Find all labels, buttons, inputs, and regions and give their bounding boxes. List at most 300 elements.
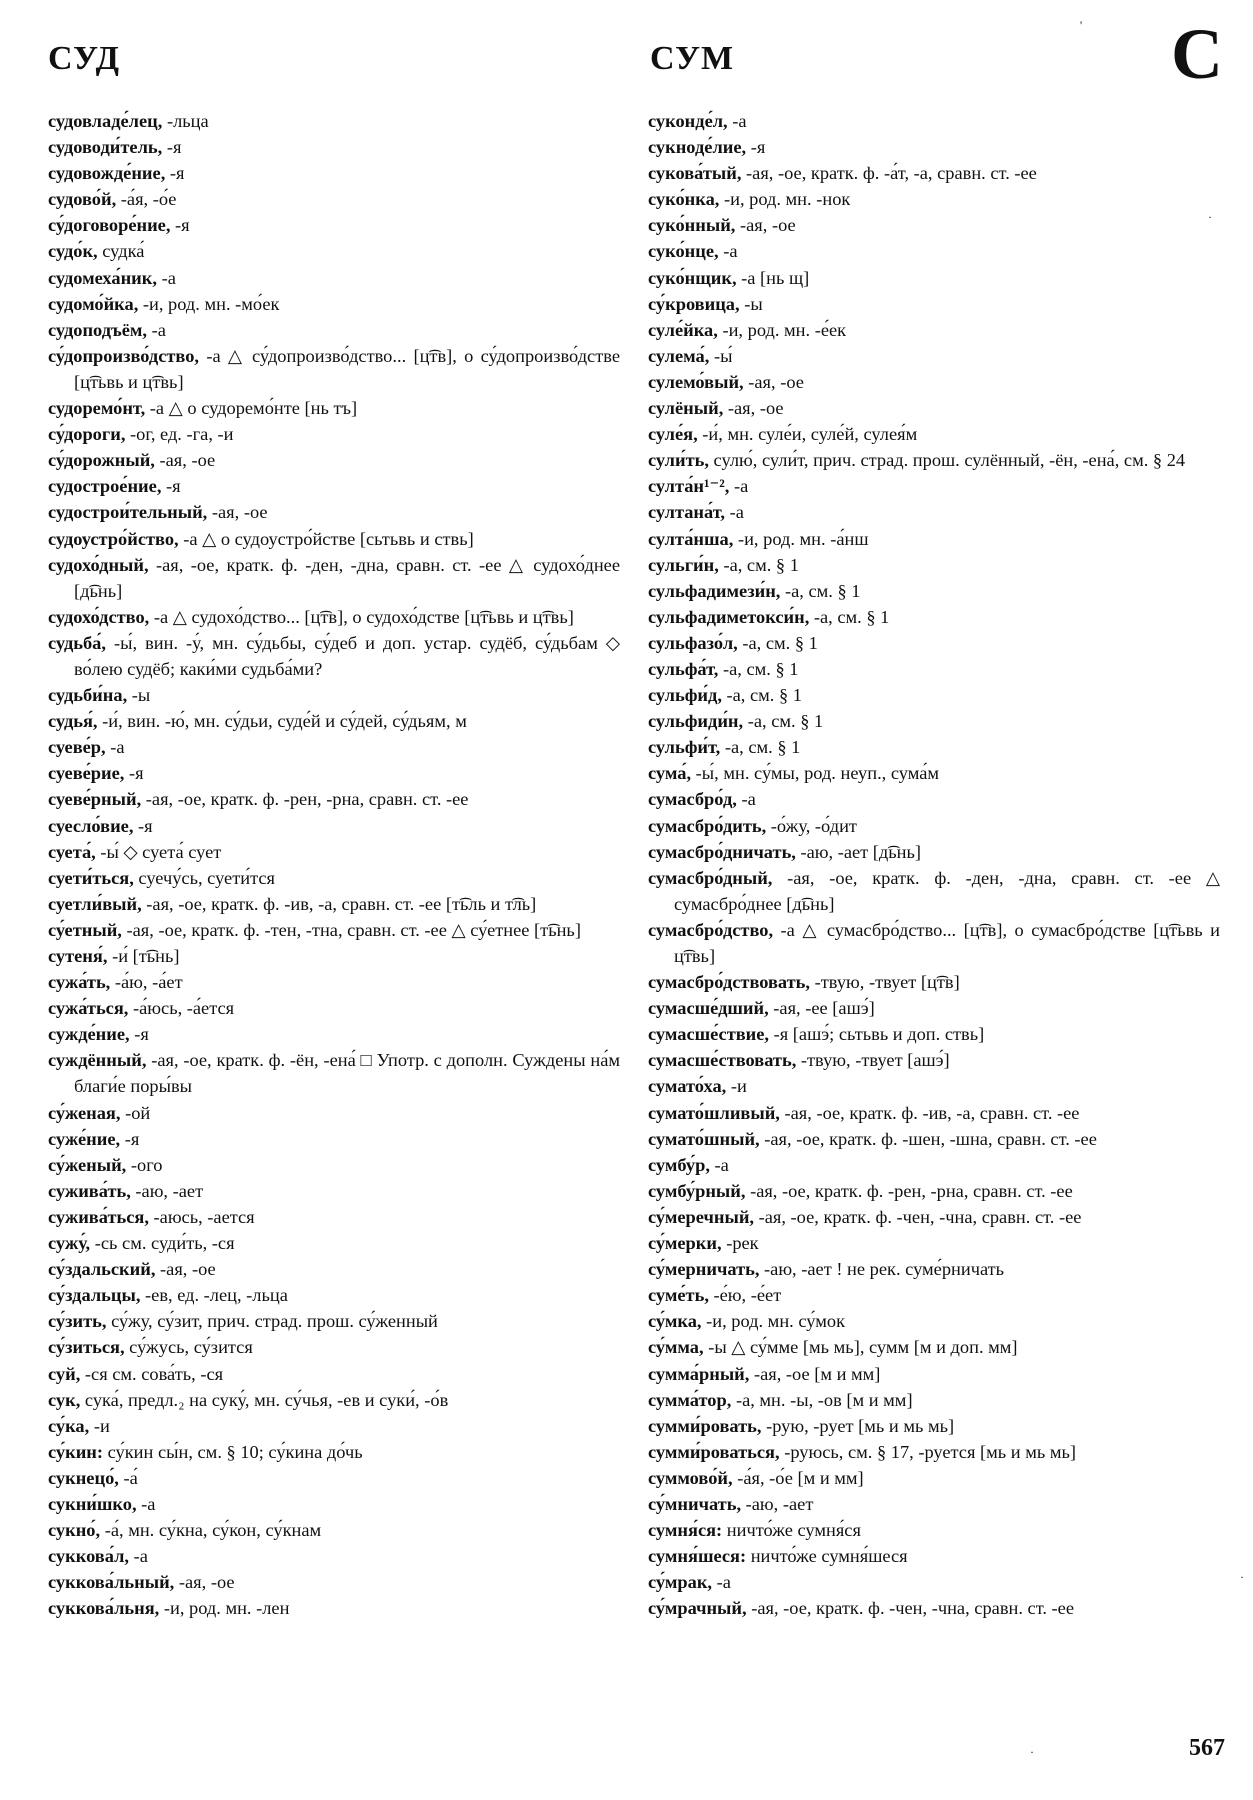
entry-headword: сульфазо́л, [648, 632, 738, 653]
entry-headword: су́здальский, [48, 1259, 156, 1280]
entry-headword: сумасбро́дство, [648, 919, 774, 940]
dictionary-entry [648, 1308, 1220, 1334]
dictionary-entry [648, 1152, 1220, 1178]
entry-body: -а [105, 737, 125, 758]
entry-body: -а [129, 1546, 148, 1567]
dictionary-entry [648, 1126, 1220, 1152]
entry-headword: су́договоре́ние, [48, 215, 171, 236]
entry-headword: судострои́тельный, [48, 502, 208, 523]
dictionary-entry [648, 630, 1220, 656]
dictionary-entry [648, 1230, 1220, 1256]
dictionary-entry [48, 708, 620, 734]
entry-headword: султана́т, [648, 502, 725, 523]
entry-body: су́кин сы́н, см. § 10; су́кина до́чь [103, 1441, 363, 1462]
entry-body: -ой [120, 1102, 151, 1123]
entry-body: -я [161, 476, 181, 497]
entry-body: -а́, мн. су́кна, су́кон, су́кнам [100, 1520, 322, 1541]
entry-body: -а [727, 111, 747, 131]
dictionary-entry [48, 1126, 620, 1152]
entry-body: -ая, -ое [155, 1259, 216, 1280]
right-column [648, 108, 1220, 1621]
entry-headword: су́мерничать, [648, 1259, 760, 1280]
dictionary-entry [648, 473, 1220, 499]
dictionary-entry [648, 212, 1220, 238]
entry-headword: суждённый, [48, 1050, 147, 1071]
dictionary-entry [648, 1100, 1220, 1126]
entry-headword: сумато́шливый, [648, 1102, 780, 1123]
print-speck: · [1240, 1570, 1244, 1584]
dictionary-entry [648, 865, 1220, 917]
entry-body: -аю, -ает [741, 1493, 814, 1514]
dictionary-entry [648, 1387, 1220, 1413]
dictionary-entry [648, 238, 1220, 264]
entry-headword: судоводи́тель, [48, 137, 163, 158]
entry-body: -а, см. § 1 [718, 554, 799, 575]
dictionary-entry [48, 760, 620, 786]
entry-body: -а [729, 476, 749, 497]
dictionary-entry [48, 1517, 620, 1543]
entry-headword: судоподъём, [48, 319, 148, 340]
entry-headword: суммово́й, [648, 1467, 733, 1488]
dictionary-entry [648, 1517, 1220, 1543]
dictionary-entry [48, 1021, 620, 1047]
entry-body: -а [нь щ] [736, 267, 810, 288]
entry-body: -е́ю, -е́ет [708, 1285, 782, 1306]
entry-body: су́жусь, су́зится [124, 1337, 253, 1358]
dictionary-entry [48, 343, 620, 395]
dictionary-entry [648, 1413, 1220, 1439]
entry-body: -и́, мн. суле́и, суле́й, сулея́м [697, 424, 918, 445]
dictionary-entry [48, 1230, 620, 1256]
dictionary-entry [648, 265, 1220, 291]
entry-headword: сумбу́рный, [648, 1180, 746, 1201]
entry-headword: суме́ть, [648, 1285, 709, 1306]
dictionary-entry [48, 186, 620, 212]
dictionary-entry [648, 1439, 1220, 1465]
entry-body: -твую, -твует [ашэ́] [796, 1050, 950, 1071]
entry-headword: сумасше́ствие, [648, 1024, 770, 1045]
entry-headword: сумасбро́дный, [648, 867, 773, 888]
entry-headword: сульфадимези́н, [648, 580, 781, 601]
entry-headword: суесло́вие, [48, 815, 134, 836]
dictionary-entry [648, 1543, 1220, 1569]
entry-headword: судострое́ние, [48, 476, 162, 497]
entry-headword: су́кровица, [648, 293, 740, 314]
dictionary-entry [48, 265, 620, 291]
dictionary-entry [48, 1491, 620, 1517]
entry-body: -а, см. § 1 [809, 606, 890, 627]
dictionary-entry [648, 760, 1220, 786]
entry-body: -и́, вин. -ю́, мн. су́дьи, суде́й и су́дей, су́дьям, м [97, 711, 467, 732]
entry-body: -а́юсь, -а́ется [128, 998, 235, 1019]
entry-headword: сумасбро́дничать, [648, 841, 796, 862]
entry-headword: суле́я, [648, 424, 698, 445]
entry-headword: судомо́йка, [48, 293, 139, 314]
dictionary-entry [648, 369, 1220, 395]
entry-body: -ы́ [709, 345, 733, 366]
entry-body: -а, см. § 1 [743, 711, 824, 732]
entry-body: -а, см. § 1 [718, 658, 799, 679]
dictionary-entry [48, 917, 620, 943]
dictionary-entry [648, 1073, 1220, 1099]
entry-body: -аю, -ает [д͡ьнь] [795, 841, 922, 862]
dictionary-entry [648, 291, 1220, 317]
entry-headword: сужа́ть, [48, 972, 111, 993]
print-speck: · [1208, 210, 1212, 224]
entry-body: -ая, -ое [м и мм] [749, 1363, 881, 1384]
dictionary-entry [648, 343, 1220, 369]
entry-headword: суети́ться, [48, 867, 134, 888]
dictionary-entry [48, 499, 620, 525]
entry-headword: сумато́ха, [648, 1076, 727, 1097]
entry-body: судка́ [97, 241, 145, 262]
entry-headword: сумня́ся: [648, 1520, 723, 1541]
entry-body: -и [89, 1415, 110, 1436]
entry-body: -ы́ ◇ суета́ сует [95, 841, 222, 862]
entry-body: -а △ су́допроизво́дство... [ц͡тв], о су́допроизво́дстве [ц͡тьвь и ц͡твь] [74, 345, 620, 392]
entry-body: -я [120, 1128, 140, 1149]
entry-headword: суко́нщик, [648, 267, 737, 288]
entry-body: -льца [162, 111, 209, 131]
dictionary-entry [48, 1256, 620, 1282]
entry-headword: су́дороги, [48, 424, 126, 445]
entry-body: -а, см. § 1 [780, 580, 861, 601]
dictionary-entry [48, 552, 620, 604]
entry-body: -а́я, -о́е [116, 189, 177, 210]
dictionary-entry [648, 395, 1220, 421]
entry-body: -я [133, 815, 153, 836]
entry-body: -а [718, 241, 738, 262]
dictionary-entry [648, 917, 1220, 969]
entry-headword: су́кин: [48, 1441, 104, 1462]
dictionary-entry [48, 604, 620, 630]
entry-body: -а [709, 1154, 729, 1175]
entry-headword: суконде́л, [648, 111, 728, 131]
entry-headword: сумня́шеся: [648, 1546, 747, 1567]
dictionary-entry [648, 1178, 1220, 1204]
entry-body: -ая, -ое, кратк. ф. -ив, -а, сравн. ст. -ее [т͡ьль и т͡ль] [141, 893, 537, 914]
dictionary-entry [48, 134, 620, 160]
dictionary-entry [48, 1334, 620, 1360]
entry-headword: сужива́ться, [48, 1206, 149, 1227]
entry-body: су́жу, су́зит, прич. страд. прош. су́женный [106, 1311, 438, 1332]
dictionary-entry [48, 813, 620, 839]
entry-headword: судовладе́лец, [48, 111, 163, 131]
entry-headword: суже́ние, [48, 1128, 121, 1149]
entry-headword: сукно́, [48, 1520, 101, 1541]
entry-headword: сули́ть, [648, 450, 709, 471]
dictionary-entry [48, 108, 620, 134]
entry-body: -ся см. сова́ть, -ся [80, 1363, 224, 1384]
entry-headword: сукова́тый, [648, 163, 742, 184]
entry-body: -ая, -ое, кратк. ф. -чен, -чна, сравн. ст. -ее [754, 1206, 1082, 1227]
dictionary-entry [48, 447, 620, 473]
entry-body: -а [156, 267, 176, 288]
dictionary-entry [48, 473, 620, 499]
dictionary-entry [48, 421, 620, 447]
entry-body: -ев, ед. -лец, -льца [140, 1285, 288, 1306]
entry-headword: су́мма, [648, 1337, 704, 1358]
entry-body: -и, род. мн. -е́ек [717, 319, 847, 340]
entry-headword: судохо́дный, [48, 554, 149, 575]
entry-body: -ы [127, 685, 151, 706]
entry-body: -я [124, 763, 144, 784]
dictionary-entry [48, 943, 620, 969]
entry-headword: су́зить, [48, 1311, 107, 1332]
entry-body: -ы́, вин. -у́, мн. су́дьбы, су́деб и доп. устар. судёб, су́дьбам ◇ во́лею судёб; каки́ми судьба́ми? [74, 632, 620, 679]
running-head-left: СУД [48, 40, 121, 77]
entry-body: -ая, -ое, кратк. ф. -чен, -чна, сравн. ст. -ее [746, 1598, 1074, 1619]
dictionary-entry [648, 786, 1220, 812]
dictionary-entry [48, 395, 620, 421]
entry-body: -ог, ед. -га, -и [125, 424, 234, 445]
dictionary-entry [648, 1465, 1220, 1491]
entry-body: -ая, -ое, кратк. ф. -ден, -дна, сравн. ст. -ее △ судохо́днее [д͡ьнь] [74, 554, 620, 601]
entry-headword: сума́, [648, 763, 692, 784]
entry-body: -а, мн. -ы, -ов [м и мм] [731, 1389, 913, 1410]
entry-headword: су́мка, [648, 1311, 702, 1332]
entry-headword: сулёный, [648, 398, 724, 419]
entry-headword: суеве́р, [48, 737, 106, 758]
dictionary-entry [648, 734, 1220, 760]
entry-headword: су́женая, [48, 1102, 121, 1123]
dictionary-entry [648, 499, 1220, 525]
entry-headword: су́мрачный, [648, 1598, 747, 1619]
dictionary-entry [48, 1178, 620, 1204]
entry-headword: судоремо́нт, [48, 398, 146, 419]
entry-body: -ая, -ое [207, 502, 268, 523]
dictionary-entry [48, 865, 620, 891]
dictionary-entry [48, 682, 620, 708]
running-head-right: СУМ [650, 40, 735, 77]
left-column [48, 108, 620, 1621]
entry-body: -аю, -ает ! не рек. суме́рничать [759, 1259, 1005, 1280]
dictionary-entry [648, 1021, 1220, 1047]
entry-body: -ая, -ое, кратк. ф. -ден, -дна, сравн. ст. -ее △ сумасбро́днее [д͡ьнь] [674, 867, 1220, 914]
entry-body: -а [136, 1493, 156, 1514]
dictionary-entry [648, 1569, 1220, 1595]
entry-headword: судово́й, [48, 189, 117, 210]
entry-headword: сумасбро́д, [648, 789, 737, 810]
entry-headword: сужива́ть, [48, 1180, 131, 1201]
dictionary-entry [48, 1439, 620, 1465]
entry-body: -а [736, 789, 756, 810]
dictionary-entry [48, 1413, 620, 1439]
entry-body: -а́ю, -а́ет [110, 972, 183, 993]
entry-headword: сумасбро́дствовать, [648, 972, 810, 993]
entry-headword: сумато́шный, [648, 1128, 760, 1149]
entry-headword: су́меречный, [648, 1206, 755, 1227]
entry-body: ничто́же сумня́шеся [746, 1546, 908, 1567]
dictionary-entry [648, 552, 1220, 578]
entry-headword: судоустро́йство, [48, 528, 179, 549]
entry-headword: сужу́, [48, 1233, 91, 1254]
dictionary-entry [48, 1204, 620, 1230]
dictionary-entry [48, 839, 620, 865]
entry-body: -ая, -ое, кратк. ф. -ён, -ена́ □ Употр. с дополн. Суждены на́м благи́е поры́вы [74, 1050, 620, 1097]
entry-body: ничто́же сумня́ся [722, 1520, 861, 1541]
entry-headword: сульфа́т, [648, 658, 719, 679]
dictionary-entry [48, 1282, 620, 1308]
entry-body: -а △ о судоустро́йстве [сьтьвь и ствь] [178, 528, 474, 549]
entry-headword: су́дорожный, [48, 450, 155, 471]
dictionary-entry [48, 1308, 620, 1334]
dictionary-entry [48, 1387, 620, 1413]
entry-body: -ая, -ое [735, 215, 796, 236]
dictionary-entry [48, 1100, 620, 1126]
entry-body: -о́жу, -о́дит [766, 815, 857, 836]
dictionary-entry [48, 291, 620, 317]
dictionary-entry [48, 969, 620, 995]
dictionary-entry [648, 578, 1220, 604]
dictionary-entry [648, 1256, 1220, 1282]
entry-body: -а △ сумасбро́дство... [ц͡тв], о сумасбро́дстве [ц͡тьвь и ц͡твь] [674, 919, 1220, 966]
entry-headword: судьби́на, [48, 685, 128, 706]
entry-body: сука́, предл.₂ на суку́, мн. су́чья, -ев и суки́, -о́в [80, 1389, 449, 1410]
entry-headword: сульфи́т, [648, 737, 721, 758]
entry-body: -а́я, -о́е [м и мм] [732, 1467, 864, 1488]
dictionary-entry [48, 526, 620, 552]
dictionary-entry [48, 630, 620, 682]
dictionary-entry [48, 238, 620, 264]
entry-headword: сульфадиметокси́н, [648, 606, 810, 627]
print-speck: · [1030, 1745, 1034, 1759]
dictionary-entry [648, 813, 1220, 839]
entry-headword: сукни́шко, [48, 1493, 137, 1514]
dictionary-entry [648, 1047, 1220, 1073]
dictionary-entry [648, 682, 1220, 708]
print-speck: ' [1080, 18, 1083, 32]
entry-headword: султа́нша, [648, 528, 734, 549]
entry-headword: судо́к, [48, 241, 98, 262]
entry-headword: су́мерки, [648, 1233, 722, 1254]
dictionary-entry [648, 839, 1220, 865]
entry-body: сулю́, сули́т, прич. страд. прош. сулённый, -ён, -ена́, см. § 24 [708, 450, 1186, 471]
dictionary-entry [648, 1282, 1220, 1308]
dictionary-entry [648, 1361, 1220, 1387]
dictionary-entry [48, 1595, 620, 1621]
entry-body: -ая, -ое, кратк. ф. -шен, -шна, сравн. ст. -ее [759, 1128, 1097, 1149]
entry-headword: сульфи́д, [648, 685, 722, 706]
entry-headword: суетли́вый, [48, 893, 142, 914]
entry-body: -я [170, 215, 190, 236]
entry-body: -рек [721, 1233, 759, 1254]
dictionary-entry [648, 1334, 1220, 1360]
entry-body: -ая, -ое, кратк. ф. -рен, -рна, сравн. ст. -ее [745, 1180, 1073, 1201]
dictionary-entry [648, 656, 1220, 682]
entry-body: -руюсь, см. § 17, -руется [мь и мь мь] [779, 1441, 1076, 1462]
entry-headword: сумми́роваться, [648, 1441, 780, 1462]
dictionary-entry [648, 108, 1220, 134]
entry-headword: су́здальцы, [48, 1285, 141, 1306]
dictionary-entry [648, 604, 1220, 630]
entry-headword: су́мрак, [648, 1572, 713, 1593]
dictionary-entry [48, 160, 620, 186]
entry-headword: сукнецо́, [48, 1467, 119, 1488]
entry-headword: суко́нный, [648, 215, 736, 236]
dictionary-entry [648, 160, 1220, 186]
entry-body: -я [162, 137, 182, 158]
dictionary-entry [648, 186, 1220, 212]
entry-body: -твую, -твует [ц͡тв] [810, 972, 960, 993]
entry-headword: суле́йка, [648, 319, 718, 340]
entry-headword: судовожде́ние, [48, 163, 166, 184]
entry-headword: сужа́ться, [48, 998, 129, 1019]
entry-headword: су́ка, [48, 1415, 90, 1436]
entry-headword: судья́, [48, 711, 98, 732]
entry-body: -а, см. § 1 [720, 737, 801, 758]
entry-headword: сульги́н, [648, 554, 719, 575]
dictionary-entry [48, 734, 620, 760]
entry-headword: суко́нце, [648, 241, 719, 262]
entry-body: -аю, -ает [130, 1180, 204, 1201]
entry-body: -и, род. мн. -а́нш [733, 528, 869, 549]
dictionary-entry [48, 1152, 620, 1178]
entry-body: -я [165, 163, 185, 184]
entry-body: -ая, -ое [743, 371, 804, 392]
entry-body: -а, см. § 1 [721, 685, 802, 706]
entry-headword: суеве́рие, [48, 763, 125, 784]
entry-body: -ая, -ое [154, 450, 216, 471]
entry-body: -ы △ су́мме [мь мь], сумм [м и доп. мм] [703, 1337, 1018, 1358]
entry-headword: суеве́рный, [48, 789, 142, 810]
entry-body: -а △ судохо́дство... [ц͡тв], о судохо́дстве [ц͡тьвь и ц͡твь] [149, 606, 574, 627]
entry-headword: су́зиться, [48, 1337, 125, 1358]
entry-body: -а́ [118, 1467, 138, 1488]
dictionary-entry [48, 995, 620, 1021]
entry-headword: сумасше́ствовать, [648, 1050, 797, 1071]
dictionary-entry [648, 995, 1220, 1021]
dictionary-entry [648, 1595, 1220, 1621]
section-letter: С [1171, 14, 1223, 94]
dictionary-entry [48, 317, 620, 343]
dictionary-entry [48, 1569, 620, 1595]
entry-headword: сутеня́, [48, 946, 108, 966]
entry-headword: су́етный, [48, 919, 122, 940]
entry-headword: сумасше́дший, [648, 998, 769, 1019]
dictionary-entry [648, 526, 1220, 552]
dictionary-entry [648, 708, 1220, 734]
entry-headword: су́допроизво́дство, [48, 345, 200, 366]
dictionary-entry [648, 421, 1220, 447]
entry-body: -а △ о судоремо́нте [нь тъ] [145, 398, 358, 419]
entry-body: -ая, -ее [ашэ́] [768, 998, 875, 1019]
entry-body: -я [129, 1024, 149, 1045]
entry-headword: сумасбро́дить, [648, 815, 767, 836]
entry-headword: судьба́, [48, 632, 106, 653]
dictionary-entry [648, 969, 1220, 995]
entry-headword: сукноде́лие, [648, 137, 747, 158]
entry-body: -ая, -ое, кратк. ф. -ив, -а, сравн. ст. -ее [779, 1102, 1080, 1123]
dictionary-entry [48, 786, 620, 812]
dictionary-entry [48, 1543, 620, 1569]
entry-body: -и́ [т͡ьнь] [107, 946, 180, 966]
entry-headword: сужде́ние, [48, 1024, 130, 1045]
entry-headword: суко́нка, [648, 189, 720, 210]
entry-headword: сук, [48, 1389, 81, 1410]
dictionary-entry [48, 891, 620, 917]
entry-headword: сумма́тор, [648, 1389, 732, 1410]
entry-headword: суккова́л, [48, 1546, 130, 1567]
entry-body: -и, род. мн. -нок [719, 189, 851, 210]
entry-body: -а [147, 319, 166, 340]
entry-body: -ая, -ое, кратк. ф. -тен, -тна, сравн. ст. -ее △ су́етнее [т͡ьнь] [121, 919, 581, 940]
dictionary-entry [48, 1465, 620, 1491]
dictionary-entry [48, 1361, 620, 1387]
entry-headword: сульфиди́н, [648, 711, 744, 732]
entry-body: -ая, -ое [723, 398, 784, 419]
dictionary-entry [48, 212, 620, 238]
